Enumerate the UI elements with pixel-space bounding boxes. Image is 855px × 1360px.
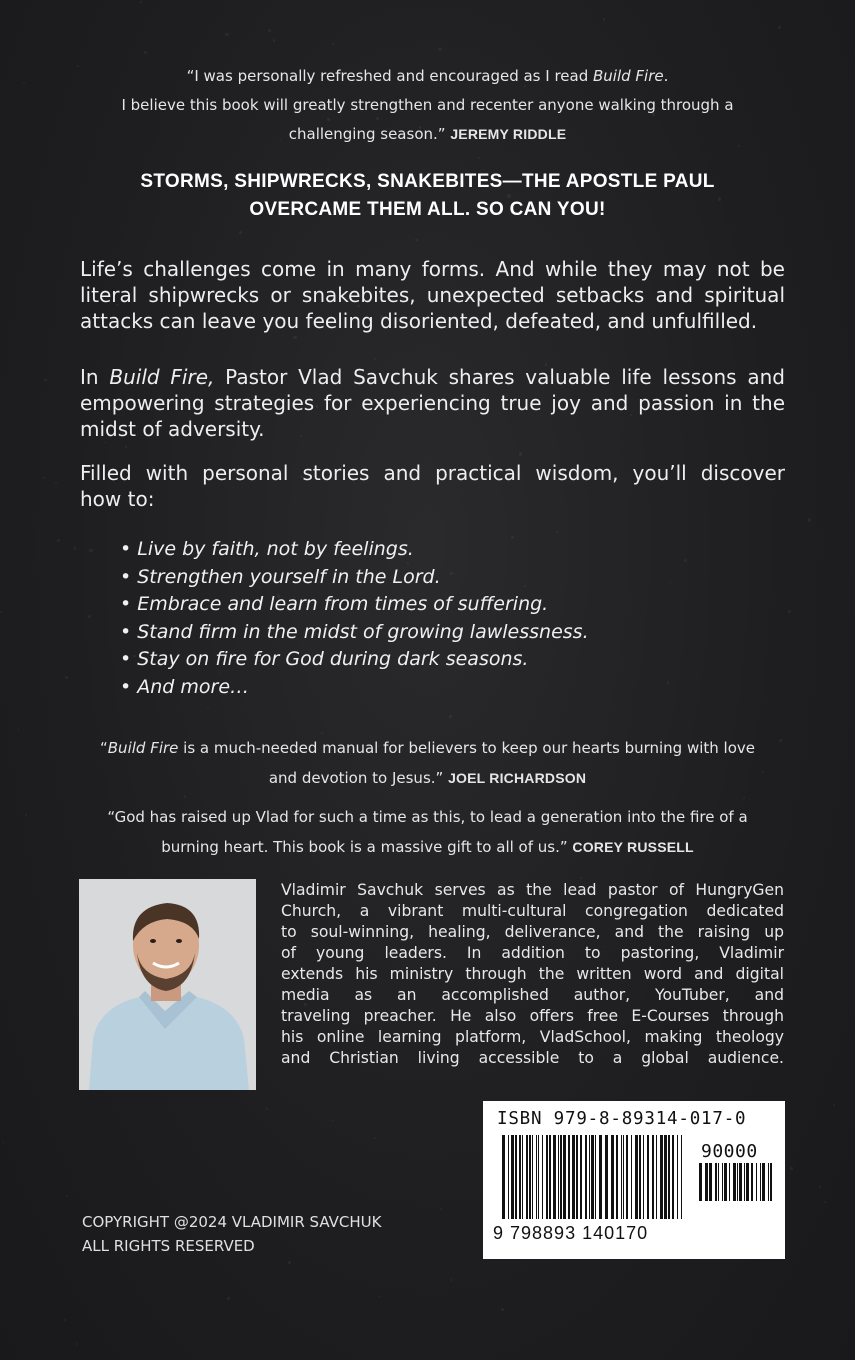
dust-speck [824, 1201, 826, 1203]
barcode-bar [526, 1135, 528, 1219]
dust-speck [374, 358, 376, 360]
list-item: • And more… [120, 674, 589, 702]
book-title: Build Fire, [109, 365, 215, 389]
dust-speck [580, 877, 582, 879]
barcode-bar [591, 1135, 594, 1219]
dust-speck [644, 612, 645, 613]
dust-speck [184, 795, 186, 797]
dust-speck [788, 610, 791, 613]
barcode-bar [715, 1163, 717, 1201]
dust-speck [43, 477, 45, 479]
dust-speck [57, 539, 60, 542]
barcode-bar [639, 1135, 641, 1219]
description-paragraph: In Build Fire, Pastor Vlad Savchuk shares valuable life lessons and empowering strategies for experiencing true joy and passion in the midst of adversity. [80, 365, 785, 441]
barcode-bar [709, 1163, 712, 1201]
barcode-bar [699, 1163, 702, 1201]
barcode-bar [751, 1163, 753, 1201]
barcode-bar [580, 1135, 582, 1219]
dust-speck [415, 239, 417, 241]
dust-speck [25, 814, 27, 816]
barcode-bar [760, 1163, 761, 1201]
author-photo [79, 879, 256, 1090]
barcode-bar [626, 1135, 628, 1219]
dust-speck [55, 482, 57, 484]
dust-speck [501, 1308, 504, 1311]
dust-speck [438, 48, 441, 51]
dust-speck [667, 681, 670, 684]
barcode-bar [605, 1135, 608, 1219]
quote-line: “I was personally refreshed and encouraged as I read Build Fire. [186, 67, 669, 85]
dust-speck [789, 324, 790, 325]
dust-speck [74, 547, 77, 550]
list-item: • Strengthen yourself in the Lord. [120, 564, 589, 592]
book-title: Build Fire [593, 67, 664, 85]
list-item: • Embrace and learn from times of suffering. [120, 591, 589, 619]
dust-speck [800, 1315, 801, 1316]
quote-line: I believe this book will greatly strengthen and recenter anyone walking through a [121, 96, 734, 114]
dust-speck [3, 1141, 4, 1142]
barcode-bar [664, 1135, 667, 1219]
barcode-bar [677, 1135, 678, 1219]
quote-attribution: JEREMY RIDDLE [450, 126, 567, 142]
barcode-bar [762, 1163, 765, 1201]
barcode-bar [522, 1135, 523, 1219]
barcode-bar [558, 1135, 559, 1219]
copyright-notice: COPYRIGHT @2024 VLADIMIR SAVCHUK ALL RIGHTS RESERVED [82, 1213, 382, 1255]
list-item: • Stand firm in the midst of growing lawlessness. [120, 619, 589, 647]
discover-paragraph: Filled with personal stories and practical wisdom, you’ll discover how to: [80, 461, 785, 511]
dust-speck [450, 1279, 452, 1281]
list-item: • Live by faith, not by feelings. [120, 536, 589, 564]
dust-speck [749, 799, 750, 800]
dust-speck [307, 794, 308, 795]
dust-speck [478, 157, 480, 159]
barcode-bar [546, 1135, 548, 1219]
barcode-bar [519, 1135, 521, 1219]
dust-speck [76, 1343, 78, 1345]
dust-speck [778, 26, 780, 28]
dust-speck [225, 33, 228, 36]
barcode-bar [563, 1135, 566, 1219]
dust-speck [144, 51, 147, 54]
barcode-bar [724, 1163, 727, 1201]
barcode-bar [744, 1163, 745, 1201]
barcode-bar [621, 1135, 622, 1219]
dust-speck [743, 797, 745, 799]
barcode-bar [589, 1135, 590, 1219]
barcode-bar [585, 1135, 587, 1219]
barcode-bar [529, 1135, 531, 1219]
dust-speck [44, 379, 46, 381]
dust-speck [670, 581, 671, 582]
tagline: STORMS, SHIPWRECKS, SNAKEBITES—THE APOSTLE PAUL OVERCAME THEM ALL. SO CAN YOU! [140, 171, 715, 220]
dust-speck [239, 231, 242, 234]
dust-speck [140, 1, 141, 2]
author-portrait-icon [79, 879, 256, 1090]
dust-speck [88, 615, 91, 618]
barcode-bar [576, 1135, 578, 1219]
barcode-bar [560, 1135, 562, 1219]
endorsement-joel-richardson: “Build Fire is a much-needed manual for believers to keep our hearts burning with love and devotion to Jesus.” JOEL RICHARDSON [99, 739, 756, 787]
barcode-bar [542, 1135, 543, 1219]
barcode-bar [733, 1163, 736, 1201]
book-title: Build Fire [107, 739, 179, 757]
dust-speck [18, 728, 19, 729]
dust-speck [89, 549, 92, 552]
barcode-bar [611, 1135, 614, 1219]
barcode-bar [705, 1163, 708, 1201]
barcode-bar [631, 1135, 632, 1219]
list-item: • Stay on fire for God during dark seasons. [120, 646, 589, 674]
dust-speck [125, 446, 126, 447]
barcode-bar [668, 1135, 670, 1219]
endorsement-jeremy-riddle [60, 62, 795, 149]
author-bio: Vladimir Savchuk serves as the lead pastor of HungryGen Church, a vibrant multi-cultural congregation dedicated to soul-winning, healing, deliverance, and the raising up of young leaders. In addition to pastoring, Vladimir extends his ministry through the written word and digital media as an accomplished author, YouTuber, and traveling preacher. He also offers free E-Courses through his online learning platform, VladSchool, making theology and Christian living accessible to a global audience. [281, 881, 784, 1067]
barcode-bar [660, 1135, 663, 1219]
barcode-bar [616, 1135, 618, 1219]
takeaways-list [120, 536, 589, 701]
isbn-barcode [483, 1101, 785, 1259]
addon-bars-icon [699, 1163, 777, 1201]
barcode-bar [536, 1135, 537, 1219]
barcode-bar [737, 1163, 738, 1201]
barcode-bar [595, 1135, 596, 1219]
dust-speck [293, 336, 296, 339]
barcode-bar [549, 1135, 551, 1219]
dust-speck [332, 1120, 333, 1121]
dust-speck [0, 611, 2, 613]
barcode-bar [502, 1135, 505, 1219]
barcode-bar [768, 1163, 769, 1201]
barcode-bar [656, 1135, 657, 1219]
barcode-bar [538, 1135, 539, 1219]
dust-speck [268, 29, 270, 31]
intro-paragraph: Life’s challenges come in many forms. And while they may not be literal shipwrecks or snakebites, unexpected setbacks and spiritual attacks can leave you feeling disoriented, defeated, and unfulfilled. [80, 257, 785, 333]
dust-speck [449, 715, 452, 718]
barcode-bar [568, 1135, 570, 1219]
barcode-digits: 9 798893 140170 [493, 1223, 649, 1243]
barcode-bar [647, 1135, 649, 1219]
isbn-number: ISBN 979-8-89314-017-0 [497, 1109, 747, 1129]
quote-attribution: JOEL RICHARDSON [448, 770, 587, 786]
barcode-bar [652, 1135, 654, 1219]
barcode-bar [572, 1135, 575, 1219]
dust-speck [519, 452, 522, 455]
quote-attribution: COREY RUSSELL [572, 839, 694, 855]
dust-speck [603, 18, 606, 21]
barcode-bar [729, 1163, 730, 1201]
barcode-bar [739, 1163, 742, 1201]
barcode-bar [770, 1163, 772, 1201]
barcode-bar [722, 1163, 723, 1201]
quote-line: challenging season.” JEREMY RIDDLE [288, 125, 567, 143]
price-code: 90000 [701, 1141, 758, 1162]
dust-speck [378, 1296, 379, 1297]
barcode-bar [672, 1135, 674, 1219]
dust-speck [833, 1104, 835, 1106]
endorsement-corey-russell: “God has raised up Vlad for such a time as this, to lead a generation into the fire of a burning heart. This book is a massive gift to all of us.” COREY RUSSELL [107, 808, 748, 856]
dust-speck [556, 531, 558, 533]
dust-speck [332, 43, 334, 45]
dust-speck [374, 1137, 376, 1139]
barcode-bar [756, 1163, 757, 1201]
dust-speck [273, 39, 276, 42]
barcode-bar [643, 1135, 644, 1219]
dust-speck [440, 1208, 442, 1210]
dust-speck [23, 82, 25, 84]
barcode-bar [746, 1163, 749, 1201]
dust-speck [207, 708, 209, 710]
barcode-bar [599, 1135, 602, 1219]
barcode-bar [635, 1135, 638, 1219]
barcode-bars-icon [502, 1135, 692, 1219]
dust-speck [808, 518, 811, 521]
dust-speck [266, 1108, 268, 1110]
dust-speck [66, 1195, 68, 1197]
barcode-bar [718, 1163, 719, 1201]
barcode-bar [511, 1135, 514, 1219]
dust-speck [819, 1186, 822, 1189]
dust-speck [684, 559, 687, 562]
barcode-bar [508, 1135, 509, 1219]
dust-speck [790, 1167, 793, 1170]
dust-speck [288, 1261, 291, 1264]
barcode-bar [515, 1135, 517, 1219]
barcode-bar [553, 1135, 556, 1219]
dust-speck [65, 676, 68, 679]
dust-speck [58, 253, 59, 254]
barcode-bar [532, 1135, 533, 1219]
dust-speck [227, 1297, 230, 1300]
barcode-bar [681, 1135, 682, 1219]
dust-speck [64, 1319, 66, 1321]
barcode-bar [623, 1135, 624, 1219]
